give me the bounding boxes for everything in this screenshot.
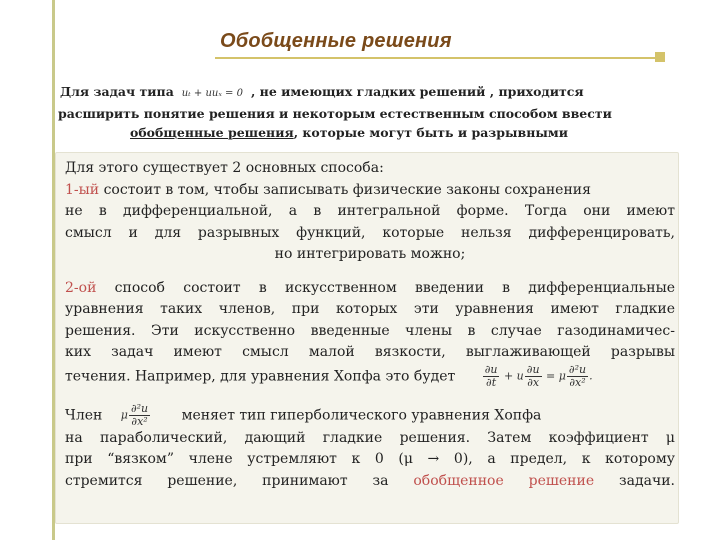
method-1-line-1 (65, 180, 675, 202)
term-lead: Член (65, 407, 103, 423)
hopf-equation-inline: uₜ + uuₓ = 0 (181, 88, 243, 99)
title-underline (215, 57, 655, 59)
intro-line-3 (58, 123, 658, 143)
method-2-text: способ состоит в искусственном введении в дифференциальные (114, 279, 675, 296)
term-text: задачи. (619, 472, 675, 489)
intro-paragraph (58, 82, 658, 143)
slide-title: Обобщенные решения (220, 30, 452, 52)
title-accent-square (655, 52, 665, 62)
methods-lead: Для этого существует 2 основных способа: (65, 160, 384, 176)
method-1-marker: 1-ый (65, 181, 100, 198)
intro-text: , которые могут быть и разрывными (293, 125, 569, 140)
term-line-2: на параболический, дающий гладкие решения. Затем коэффициент μ (65, 429, 675, 446)
generalized-solution-highlight: обобщенное решение (413, 472, 595, 489)
method-2-line-1 (65, 278, 675, 300)
term-line-1 (65, 403, 675, 428)
method-2-text: течения. Например, для уравнения Хопфа это будет (65, 368, 456, 384)
intro-text: Для задач типа (60, 84, 174, 99)
method-1-line-3: смысл и для разрывных функций, которые нельзя дифференцировать, (65, 224, 675, 241)
method-2-line-5 (65, 364, 675, 389)
method-1-text: состоит в том, чтобы записывать физические законы сохранения (103, 181, 591, 198)
intro-text: , не имеющих гладких решений , приходится (250, 84, 584, 99)
intro-line-1 (58, 82, 658, 104)
generalized-solutions-term: обобщенные решения (130, 125, 294, 140)
paragraph-gap (65, 266, 675, 278)
viscous-hopf-equation: $\frac{\partial u}{\partial t}$ + u $\frac{\partial u}{\partial x}$ = μ $\frac{\text{∂²u}}{\text{∂x²}}$ . (484, 362, 593, 389)
viscous-term-formula: μ $\frac{\text{∂²u}}{\text{∂x²}}$ (120, 401, 149, 428)
paragraph-gap (65, 389, 675, 403)
term-text: меняет тип гиперболического уравнения Хопфа (181, 407, 542, 423)
body-text (65, 158, 675, 492)
intro-line-2: расширить понятие решения и некоторым естественным способом ввести (58, 105, 612, 121)
method-2-line-4: ких задач имеют смысл малой вязкости, выглаживающей разрывы (65, 344, 675, 360)
method-2-line-2: уравнения таких членов, при которых эти уравнения имеют гладкие (65, 301, 675, 317)
term-text: стремится решение, принимают за (65, 472, 389, 489)
method-1-line-4: но интегрировать можно; (274, 246, 466, 262)
method-1-line-2: не в дифференциальной, а в интегральной форме. Тогда они имеют (65, 203, 675, 219)
term-line-3: при “вязком” члене устремляют к 0 (μ → 0), а предел, к которому (65, 451, 675, 467)
term-line-4 (65, 471, 675, 493)
title-area (215, 30, 660, 60)
method-2-line-3: решения. Эти искусственно введенные члены в случае газодинамичес- (65, 322, 675, 339)
method-2-marker: 2-ой (65, 279, 97, 296)
